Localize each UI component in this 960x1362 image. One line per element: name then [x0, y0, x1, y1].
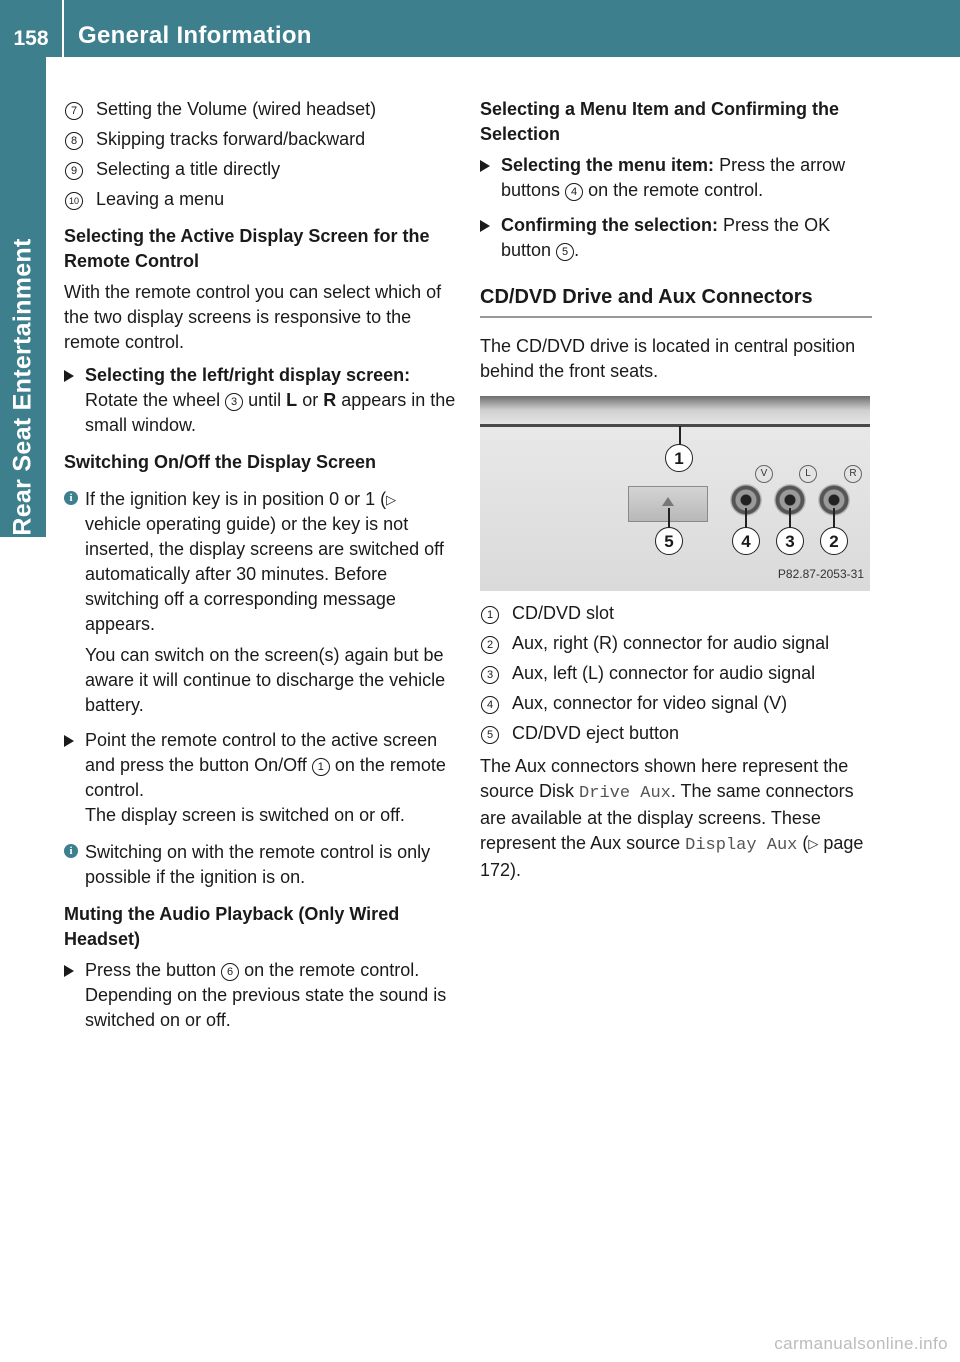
page-number: 158	[0, 0, 64, 57]
page-ref-triangle-icon: ▷	[386, 492, 397, 507]
section-title: CD/DVD Drive and Aux Connectors	[480, 285, 872, 318]
instruction-step: Point the remote control to the active screen and press the button On/Off 1 on the remote control. The display screen is switched on or off.	[64, 728, 456, 828]
side-band	[0, 57, 46, 537]
legend-item: 1 CD/DVD slot	[480, 601, 872, 626]
list-item: 10 Leaving a menu	[64, 187, 456, 212]
legend-item: 3 Aux, left (L) connector for audio signal	[480, 661, 872, 686]
legend-item: 2 Aux, right (R) connector for audio signal	[480, 631, 872, 656]
callout: 3	[776, 527, 804, 555]
info-note: i Switching on with the remote control is only possible if the ignition is on.	[64, 840, 456, 890]
left-column	[64, 97, 456, 1043]
paragraph: With the remote control you can select which of the two display screens is responsive to the remote control.	[64, 282, 442, 352]
callout: 5	[655, 527, 683, 555]
instruction-step: Press the button 6 on the remote control. Depending on the previous state the sound is switched on or off.	[64, 958, 456, 1033]
cd-slot	[480, 424, 870, 427]
page-ref-triangle-icon: ▷	[808, 836, 819, 851]
list-item: 9 Selecting a title directly	[64, 157, 456, 182]
cd-dvd-drive-photo: 1 V L R 5 4 3 2 P82.87-2053-31	[480, 396, 870, 591]
info-icon: i	[64, 491, 78, 505]
step-arrow-icon	[64, 370, 74, 382]
eject-icon	[662, 497, 674, 506]
instruction-step: Confirming the selection: Press the OK button 5 .	[480, 213, 872, 263]
side-section-title: Rear Seat Entertainment	[8, 238, 37, 536]
instruction-step: Selecting the left/right display screen: Rotate the wheel 3 until L or R appears in the small window.	[64, 363, 456, 438]
figure-code: P82.87-2053-31	[777, 567, 864, 581]
header-title: General Information	[78, 22, 312, 49]
step-arrow-icon	[64, 965, 74, 977]
callout: 4	[732, 527, 760, 555]
section-heading: Selecting a Menu Item and Confirming the Selection	[480, 99, 840, 144]
paragraph: The CD/DVD drive is located in central position behind the front seats.	[480, 336, 856, 381]
section-heading: Switching On/Off the Display Screen	[64, 452, 377, 472]
instruction-step: Selecting the menu item: Press the arrow buttons 4 on the remote control.	[480, 153, 872, 203]
step-arrow-icon	[480, 160, 490, 172]
callout: 1	[665, 444, 693, 472]
list-item: 8 Skipping tracks forward/backward	[64, 127, 456, 152]
callout: 2	[820, 527, 848, 555]
legend-item: 4 Aux, connector for video signal (V)	[480, 691, 872, 716]
info-note: i If the ignition key is in position 0 or 1 (▷ vehicle operating guide) or the key is not inserted, the display screens are switched off automatically after 30 minutes. Before switching off a corresponding message appears. You can switch on the screen(s) again but be aware it will continue to discharge the vehicle battery.	[64, 487, 456, 718]
section-heading: Selecting the Active Display Screen for the Remote Control	[64, 226, 430, 271]
legend-item: 5 CD/DVD eject button	[480, 721, 872, 746]
list-item: 7 Setting the Volume (wired headset)	[64, 97, 456, 122]
info-icon: i	[64, 844, 78, 858]
watermark: carmanualsonline.info	[774, 1334, 948, 1353]
section-heading: Muting the Audio Playback (Only Wired Headset)	[64, 904, 400, 949]
step-arrow-icon	[64, 735, 74, 747]
paragraph: The Aux connectors shown here represent the source Disk Drive Aux. The same connectors are available at the display screens. These represent the Aux source Display Aux (▷ page 172).	[480, 756, 864, 880]
right-column	[480, 97, 872, 891]
step-arrow-icon	[480, 220, 490, 232]
